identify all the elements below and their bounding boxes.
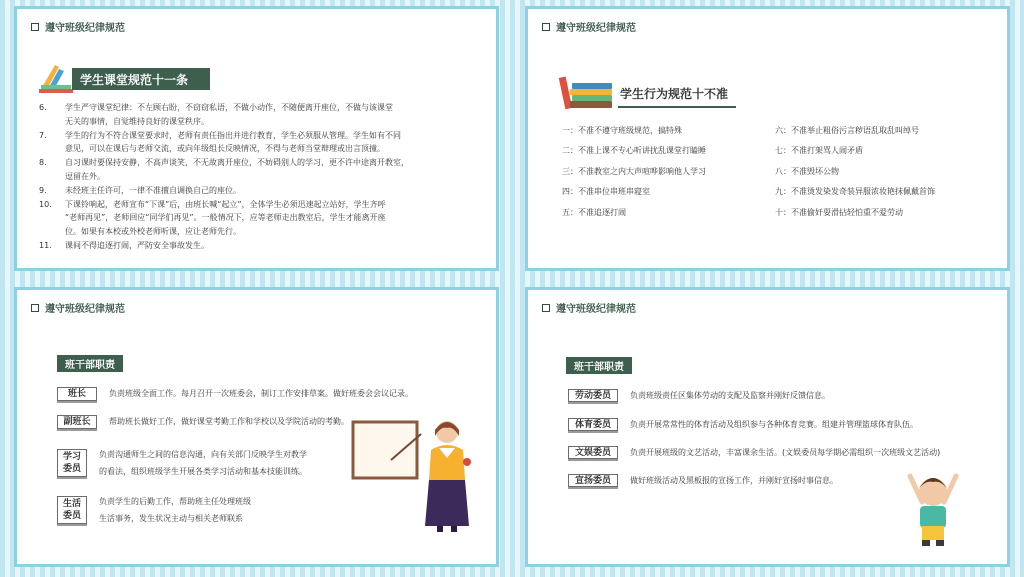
- rules-column-left: [562, 121, 706, 223]
- panel-header: [31, 300, 125, 315]
- rule-number: 6.: [39, 103, 47, 112]
- rule-item: 七：不准打架骂人闹矛盾: [775, 146, 863, 156]
- rule-item: [39, 198, 484, 239]
- rule-line: 未经班主任许可，一律不准擅自调换自己的座位。: [65, 185, 241, 195]
- rule-item: 三：不准教室之内大声喧哗影响他人学习: [562, 166, 706, 176]
- rule-item: 八：不准毁坏公物: [775, 166, 839, 176]
- section-title-text: 学生行为规范十不准: [620, 87, 729, 101]
- role-row: [568, 387, 830, 404]
- rule-item: [39, 129, 484, 157]
- role-tag: 宣扬委员: [568, 474, 618, 487]
- rule-number: 8.: [39, 158, 47, 168]
- section-title: 班干部职责: [566, 357, 632, 374]
- panel-cadre-duties-1: [14, 287, 499, 567]
- rule-item: 二：不准上课不专心听讲扰乱课堂打瞌睡: [562, 146, 706, 156]
- panel-header: [31, 19, 125, 34]
- rule-item: 一：不准不遵守班级规范，搞特殊: [562, 126, 682, 135]
- books-icon: [37, 61, 77, 95]
- role-tag: 班长: [57, 387, 97, 401]
- role-row: [568, 444, 940, 461]
- role-row: [57, 413, 349, 430]
- role-tag: 体育委员: [568, 418, 618, 431]
- rule-item: 五：不准追逐打闹: [562, 207, 626, 217]
- rule-item: 九：不准烫发染发奇装异服浓妆艳抹佩戴首饰: [775, 187, 935, 197]
- role-line: 负责班级全面工作。每月召开一次班委会，制订工作安排草案。做好班委会会议记录。: [109, 389, 413, 398]
- rules-list: [39, 101, 484, 253]
- section-title: 班干部职责: [57, 355, 123, 372]
- role-tag: 文娱委员: [568, 446, 618, 459]
- role-line: 帮助班长做好工作，做好课堂考勤工作和学校以及学院活动的考勤。: [109, 417, 349, 426]
- rule-line: “老师再见”，老师回应“同学们再见”。一般情况下，应等老师走出教室后，学生才能离开座: [65, 213, 386, 223]
- role-description: [99, 493, 251, 527]
- role-description: [99, 446, 307, 480]
- rule-text: [65, 198, 386, 239]
- panel-cadre-duties-2: [525, 287, 1010, 567]
- square-bullet-icon: [31, 23, 39, 31]
- role-row: [568, 416, 918, 433]
- square-bullet-icon: [31, 304, 39, 312]
- header-title: 遵守班级纪律规范: [45, 23, 125, 34]
- title-underline: [618, 106, 736, 108]
- role-description: 做好班级活动及黑板报的宣扬工作，并刚好宣扬时事信息。: [630, 476, 838, 485]
- rule-item: 六：不准举止粗俗污言秽语乱取乱叫绰号: [775, 126, 919, 135]
- rules-column-right: [775, 121, 935, 223]
- whiteboard-illustration: [351, 420, 423, 484]
- role-line: 负责沟通师生之间的信息沟通，向有关部门反映学生对教学: [99, 450, 307, 459]
- rule-text: [65, 239, 209, 253]
- rule-line: 逗留在外。: [65, 171, 105, 181]
- rule-line: 位。如果有本校或外校老师听课，应让老师先行。: [65, 227, 241, 237]
- role-tag: 学习委员: [57, 449, 87, 477]
- panel-header: [542, 300, 636, 315]
- rule-line: 学生的行为不符合课堂要求时，老师有责任指出并进行教育，学生必须服从管理。学生如有不同: [65, 130, 401, 140]
- rule-line: 学生严守课堂纪律：不左顾右盼，不窃窃私语，不做小动作，不随便离开座位，不做与该课堂: [65, 103, 393, 112]
- cheering-boy-illustration: [904, 466, 962, 550]
- rule-number: 10.: [39, 199, 52, 209]
- rule-text: [65, 101, 393, 129]
- role-row: [57, 385, 413, 402]
- role-description: 负责开展常常性的体育活动及组织参与各种体育竞赛。组建并管理篮球体育队伍。: [630, 420, 918, 429]
- rule-item: 十：不准偷奸耍滑拈轻怕重不爱劳动: [775, 207, 903, 217]
- section-title: 学生课堂规范十一条: [72, 68, 210, 90]
- panel-ten-nots: [525, 6, 1010, 271]
- role-line: 负责学生的后勤工作，帮助班主任处理班级: [99, 497, 251, 506]
- rule-line: 自习课时要保持安静，不高声谈笑，不无故离开座位，不妨碍别人的学习，更不许中途离开教室，: [65, 158, 409, 168]
- rule-text: [65, 156, 409, 184]
- role-row: [568, 472, 838, 489]
- role-row: [57, 446, 307, 480]
- rule-number: 9.: [39, 185, 47, 195]
- rule-line: 下课铃响起，老师宣布“下课”后，由班长喊“起立”，全体学生必须迅速起立站好，学生齐呼: [65, 199, 386, 209]
- square-bullet-icon: [542, 23, 550, 31]
- role-tag: 生活委员: [57, 496, 87, 524]
- header-title: 遵守班级纪律规范: [556, 304, 636, 315]
- role-description: 负责开展班级的文艺活动，丰富课余生活。(文娱委员每学期必需组织一次班级文艺活动): [630, 448, 941, 457]
- rule-item: [39, 239, 484, 253]
- role-description: [109, 385, 413, 402]
- role-row: [57, 493, 251, 527]
- books-icon: [558, 75, 614, 111]
- rule-number: 11.: [39, 240, 52, 250]
- rule-text: [65, 129, 401, 157]
- role-description: 负责班级责任区集体劳动的支配及监察并刚好反馈信息。: [630, 391, 830, 400]
- role-tag: 劳动委员: [568, 389, 618, 402]
- rule-line: 课间不得追逐打闹，严防安全事故发生。: [65, 240, 209, 250]
- role-tag: 副班长: [57, 415, 97, 429]
- section-title: [620, 85, 728, 102]
- role-line: 的看法，组织班级学生开展各类学习活动和基本技能训练。: [99, 467, 307, 476]
- rule-line: 无关的事情，自觉维持良好的课堂秩序。: [65, 116, 209, 126]
- rule-item: 四：不准串位串班串寝室: [562, 187, 650, 197]
- teacher-illustration: [417, 418, 477, 536]
- rule-item: [39, 156, 484, 184]
- role-description: [109, 413, 349, 430]
- role-line: 生活事务，发生状况主动与相关老师联系: [99, 514, 243, 523]
- rule-line: 意见，可以在课后与老师交流，或向年级组长反映情况，不得与老师当堂辩理或出言顶撞。: [65, 144, 385, 154]
- panel-header: [542, 19, 636, 34]
- square-bullet-icon: [542, 304, 550, 312]
- rule-number: 7.: [39, 130, 47, 140]
- panel-classroom-rules: [14, 6, 499, 271]
- rule-text: [65, 184, 241, 198]
- header-title: 遵守班级纪律规范: [45, 304, 125, 315]
- rule-item: [39, 101, 484, 129]
- rule-item: [39, 184, 484, 198]
- header-title: 遵守班级纪律规范: [556, 23, 636, 34]
